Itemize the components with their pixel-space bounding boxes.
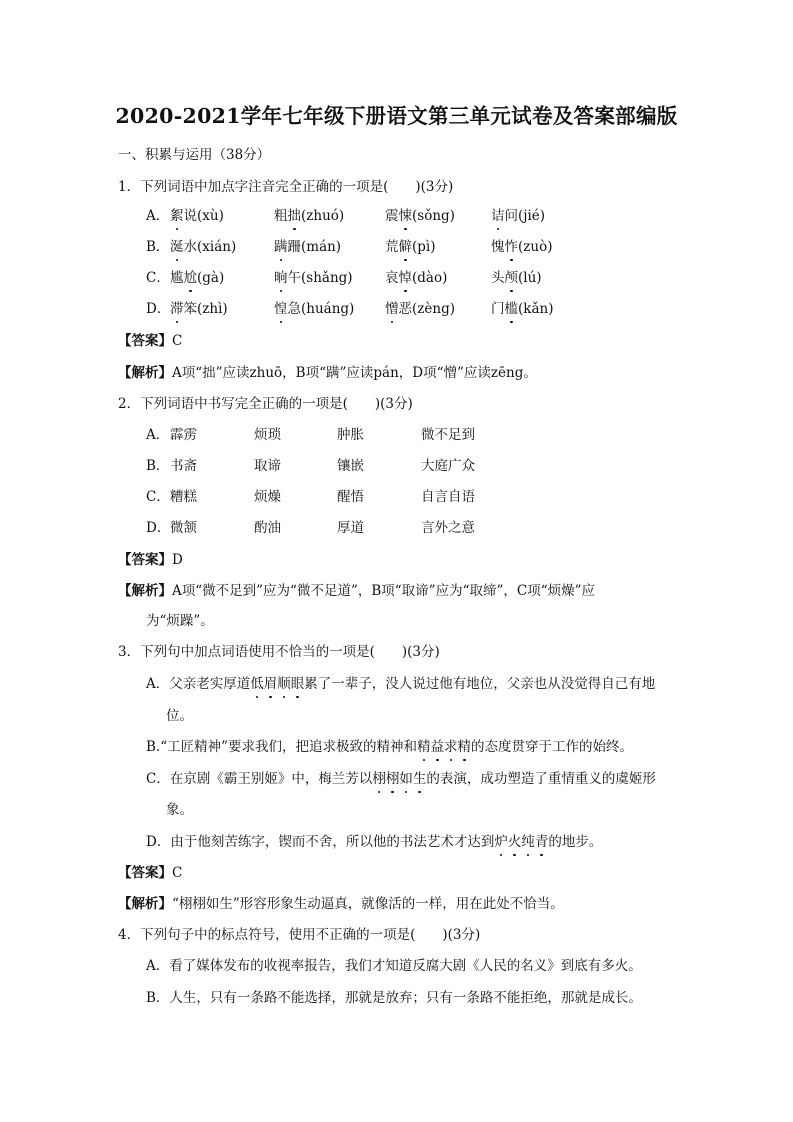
option-item: 烦燥 [254,489,281,505]
option-text: 的表演，成功塑造了重情重义的虞姬形 [426,771,656,787]
option-item [385,269,447,287]
dotted-char: 精 [457,739,472,755]
option-item-rest: (dào) [412,270,448,286]
analysis-text: “栩栩如生”形容形象生动逼真，就像活的一样，用在此处不恰当。 [172,896,564,912]
dotted-char: 炉 [494,834,508,850]
option-label: D． [146,301,171,317]
option-item [491,300,553,318]
option-item-pre: 粗 [274,208,288,224]
dotted-phrase [494,833,548,851]
option-text: D．由于他刻苦练字，锲而不舍，所以他的书法艺术才达到 [146,834,495,850]
option-item: 厚道 [337,520,364,536]
option-item-pre: 尴 [170,270,184,286]
dotted-char: 悼 [398,270,412,286]
option-item [170,238,236,256]
answer-value: D [172,552,183,568]
option-item-rest: 跚(mán) [287,239,342,255]
analysis-text: A项“拙”应读zhuō，B项“蹒”应读pán，D项“憎”应读zēng。 [172,365,537,381]
dotted-char: 诘 [491,208,505,224]
dotted-char: 滞 [170,301,184,317]
option-item [274,207,344,225]
option-item [274,269,353,287]
dotted-phrase [372,770,426,788]
question-1-analysis [118,364,537,382]
option-item: 霹雳 [170,427,197,443]
option-item: 取谛 [254,458,281,474]
question-2-analysis-cont: 为“烦躁”。 [146,613,214,629]
option-item [170,269,224,287]
dotted-char: 眼 [290,676,305,692]
option-item [170,207,224,225]
dotted-char: 槛 [504,301,518,317]
dotted-phrase [250,675,304,693]
option-item-rest: (gà) [197,270,225,286]
option-item-rest: (zhuó) [301,208,345,224]
dotted-char: 晌 [274,270,288,286]
dotted-char: 僻 [398,239,412,255]
option-label: D． [146,520,171,536]
dotted-char: 纯 [521,834,535,850]
question-3-stem: 3．下列句中加点词语使用不恰当的一项是( )(3分) [118,644,440,660]
option-text: 的地步。 [548,834,603,850]
dotted-char: 顺 [277,676,291,692]
question-3-option-a-cont: 位。 [166,708,193,724]
question-3-option-d [146,833,602,851]
question-1-answer [118,332,182,350]
analysis-tag: 【解析】 [118,896,172,912]
analysis-tag: 【解析】 [118,583,172,599]
option-text: 的态度贯穿于工作的始终。 [471,739,634,755]
dotted-char: 求 [444,739,458,755]
question-2-stem: 2．下列词语中书写完全正确的一项是( )(3分) [118,396,413,412]
option-item-rest: (sǒng) [412,208,455,224]
dotted-char: 憎 [385,301,399,317]
question-3-option-c-cont: 象。 [166,802,193,818]
option-item-rest: 恶(zèng) [398,301,455,317]
dotted-char: 惶 [274,301,288,317]
dotted-char: 火 [507,834,522,850]
dotted-char: 栩 [372,771,386,787]
question-4-stem: 4．下列句子中的标点符号，使用不正确的一项是( )(3分) [118,927,481,943]
option-item-rest: 水(xián) [183,239,237,255]
option-label: A． [146,427,170,443]
option-item-rest: (pì) [412,239,436,255]
dotted-char: 精 [417,739,431,755]
option-item: 自言自语 [421,489,475,505]
dotted-char: 青 [534,834,549,850]
question-3-option-b [146,738,633,756]
answer-tag: 【答案】 [118,865,172,881]
option-item [491,238,552,256]
option-item-pre: 愧 [491,239,505,255]
option-item-rest: 急(huáng) [287,301,355,317]
section-heading: 一、积累与运用（38分） [118,147,271,163]
dotted-char: 益 [430,739,445,755]
option-item: 糟糕 [170,489,197,505]
dotted-char: 颅 [504,270,518,286]
option-text: B.“工匠精神”要求我们，把追求极致的精神和 [146,739,418,755]
dotted-char: 悚 [398,208,412,224]
analysis-text: A项“微不足到”应为“微不足道”，B项“取谛”应为“取缔”，C项“烦燥”应 [172,583,596,599]
option-label: C． [146,489,170,505]
option-item-pre: 荒 [385,239,399,255]
dotted-char: 栩 [385,771,400,787]
option-label: B． [146,458,170,474]
option-item-rest: 午(shǎng) [287,270,353,286]
option-text: C．在京剧《霸王别姬》中，梅兰芳以 [146,771,373,787]
dotted-char: 尬 [183,270,197,286]
dotted-char: 眉 [263,676,278,692]
option-item: 烦琐 [254,427,281,443]
option-item [385,300,455,318]
option-text: 累了一辈子，没人说过他有地位，父亲也从没觉得自己有地 [304,676,656,692]
option-item: 微不足到 [421,427,475,443]
question-4-option-a: A．看了媒体发布的收视率报告，我们才知道反腐大剧《人民的名义》到底有多火。 [146,958,642,974]
option-item-rest: (zuò) [518,239,553,255]
answer-tag: 【答案】 [118,552,172,568]
question-3-analysis [118,895,564,913]
dotted-char: 拙 [287,208,301,224]
option-item [274,300,354,318]
option-label: B． [146,239,170,255]
option-item: 醒悟 [337,489,364,505]
option-item: 微颔 [170,520,197,536]
option-item-pre: 震 [385,208,399,224]
option-item-rest: 问(jié) [504,208,546,224]
option-label: C． [146,270,170,286]
question-1-stem: 1．下列词语中加点字注音完全正确的一项是( )(3分) [118,179,454,195]
option-item-pre: 哀 [385,270,399,286]
analysis-tag: 【解析】 [118,365,172,381]
option-item: 言外之意 [421,520,475,536]
dotted-char: 低 [250,676,264,692]
dotted-char: 生 [412,771,427,787]
question-4-option-b: B．人生，只有一条路不能选择，那就是放弃；只有一条路不能拒绝，那就是成长。 [146,990,642,1006]
dotted-char: 絮 [170,208,184,224]
question-2-answer [118,551,183,569]
option-item [170,300,228,318]
answer-value: C [172,333,183,349]
answer-value: C [172,865,183,881]
option-item [385,207,455,225]
option-item [491,207,545,225]
option-text: A．父亲老实厚道 [146,676,251,692]
dotted-char: 如 [399,771,413,787]
option-item-pre: 头 [491,270,505,286]
dotted-char: 蹒 [274,239,288,255]
option-item-pre: 门 [491,301,505,317]
option-item: 肿胀 [337,427,364,443]
question-3-answer [118,864,182,882]
option-item-rest: 笨(zhì) [183,301,228,317]
option-item [491,269,542,287]
option-item [274,238,341,256]
option-item: 书斋 [170,458,197,474]
answer-tag: 【答案】 [118,333,172,349]
question-3-option-c [146,770,656,788]
option-item: 大庭广众 [421,458,475,474]
option-item: 镶嵌 [337,458,364,474]
option-item-rest: (lú) [518,270,542,286]
option-item: 酌油 [254,520,281,536]
option-item [385,238,436,256]
option-item-rest: (kǎn) [518,301,554,317]
question-2-analysis [118,582,595,600]
option-item-rest: 说(xù) [183,208,224,224]
option-label: A． [146,208,170,224]
dotted-phrase [417,738,471,756]
question-3-option-a [146,675,655,693]
dotted-char: 涎 [170,239,184,255]
dotted-char: 怍 [504,239,518,255]
page-title: 2020-2021学年七年级下册语文第三单元试卷及答案部编版 [115,104,678,128]
